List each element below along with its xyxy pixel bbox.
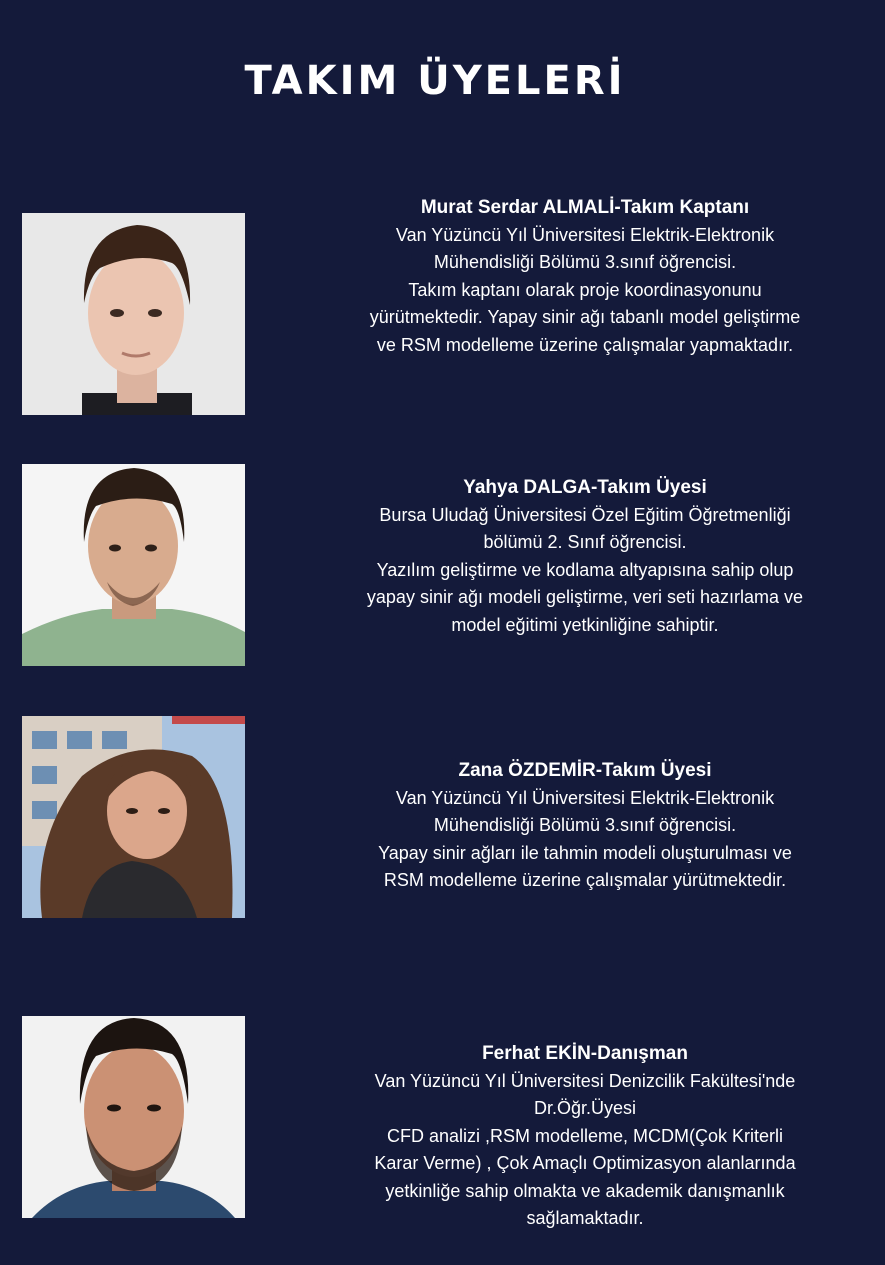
member-name: Zana ÖZDEMİR-Takım Üyesi <box>458 760 712 781</box>
bio-line: yetkinliğe sahip olmakta ve akademik danışmanlık <box>385 1180 785 1201</box>
member-photo <box>22 716 245 918</box>
portrait-image <box>22 213 245 415</box>
member-name: Ferhat EKİN-Danışman <box>482 1043 688 1064</box>
bio-line: Bursa Uludağ Üniversitesi Özel Eğitim Öğretmenliği <box>379 504 791 525</box>
member-name: Yahya DALGA-Takım Üyesi <box>463 477 707 498</box>
portrait-image <box>22 1016 245 1218</box>
bio-line: Yazılım geliştirme ve kodlama altyapısına sahip olup <box>376 559 794 580</box>
bio-line: sağlamaktadır. <box>526 1208 644 1228</box>
bio-line: Van Yüzüncü Yıl Üniversitesi Elektrik-Elektronik <box>395 787 775 808</box>
portrait-image <box>22 464 245 666</box>
member-photo <box>22 1016 245 1218</box>
bio-line: Karar Verme) , Çok Amaçlı Optimizasyon alanlarında <box>374 1153 796 1173</box>
member-bio <box>300 474 870 639</box>
bio-line: ve RSM modelleme üzerine çalışmalar yapmaktadır. <box>376 334 794 355</box>
member-bio <box>300 757 870 895</box>
page-title: TAKIM ÜYELERİ <box>244 58 626 104</box>
bio-line: Takım kaptanı olarak proje koordinasyonunu <box>408 279 762 300</box>
bio-line: Van Yüzüncü Yıl Üniversitesi Denizcilik Fakültesi'nde <box>374 1070 796 1091</box>
bio-line: yürütmektedir. Yapay sinir ağı tabanlı model geliştirme <box>369 307 801 327</box>
member-bio <box>300 1040 870 1233</box>
bio-line: RSM modelleme üzerine çalışmalar yürütmektedir. <box>383 870 787 890</box>
bio-line: Yapay sinir ağları ile tahmin modeli oluşturulması ve <box>378 842 792 863</box>
bio-line: model eğitimi yetkinliğine sahiptir. <box>451 614 719 635</box>
bio-line: CFD analizi ,RSM modelleme, MCDM(Çok Kriterli <box>386 1125 784 1146</box>
bio-line: Mühendisliği Bölümü 3.sınıf öğrencisi. <box>433 815 737 835</box>
bio-line: Van Yüzüncü Yıl Üniversitesi Elektrik-Elektronik <box>395 224 775 245</box>
bio-line: Mühendisliği Bölümü 3.sınıf öğrencisi. <box>433 252 737 272</box>
portrait-image <box>22 716 245 918</box>
bio-line: yapay sinir ağı modeli geliştirme, veri seti hazırlama ve <box>366 587 804 607</box>
bio-line: bölümü 2. Sınıf öğrencisi. <box>483 532 687 552</box>
bio-line: Dr.Öğr.Üyesi <box>533 1098 637 1118</box>
member-bio <box>300 194 870 359</box>
member-photo <box>22 213 245 415</box>
member-photo <box>22 464 245 666</box>
member-name: Murat Serdar ALMALİ-Takım Kaptanı <box>420 197 750 218</box>
